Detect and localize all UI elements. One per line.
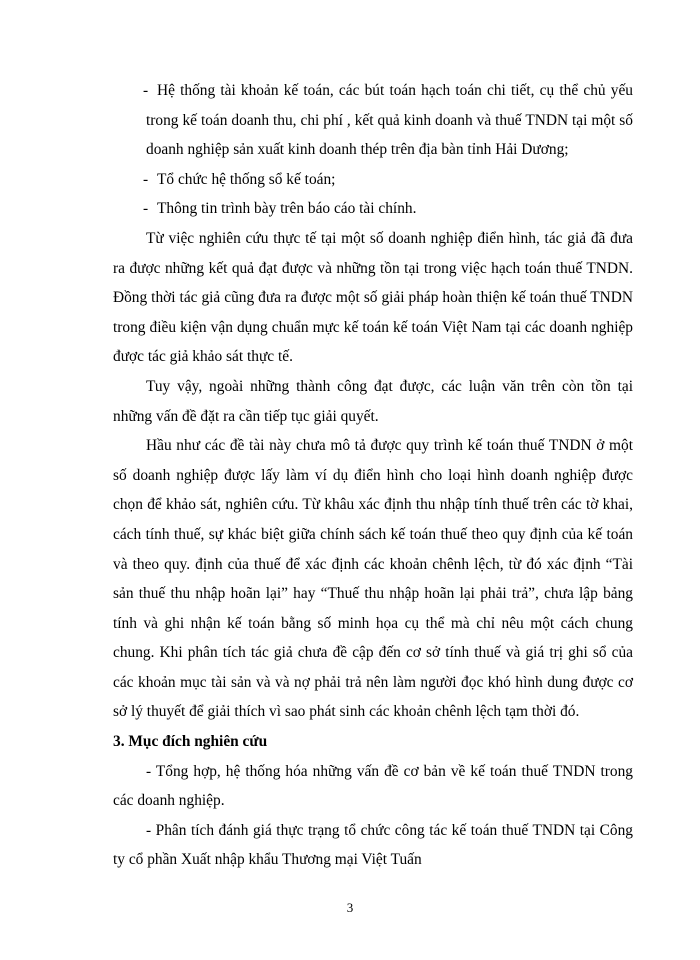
bullet-item: [113, 165, 633, 195]
paragraph-findings: Từ việc nghiên cứu thực tế tại một số doanh nghiệp điển hình, tác giả đã đưa ra được những kết quả đạt được và những tồn tại trong việc hạch toán thuế TNDN. Đồng thời tác giả cũng đưa ra được một số giải pháp hoàn thiện kế toán thuế TNDN trong điều kiện vận dụng chuẩn mực kế toán kế toán Việt Nam tại các doanh nghiệp được tác giả khảo sát thực tế.: [113, 229, 633, 366]
section-heading: 3. Mục đích nghiên cứu: [113, 733, 268, 751]
objective-item: - Tổng hợp, hệ thống hóa những vấn đề cơ bản về kế toán thuế TNDN trong các doanh nghiệp.: [113, 762, 633, 810]
paragraph-critique: Hầu như các đề tài này chưa mô tả được quy trình kế toán thuế TNDN ở một số doanh nghiệp được lấy làm ví dụ điển hình cho loại hình doanh nghiệp được chọn để khảo sát, nghiên cứu. Từ khâu xác định thu nhập tính thuế trên các tờ khai, cách tính thuế, sự khác biệt giữa chính sách kế toán thuế theo quy định của kế toán và theo quy. định của thuế để xác định các khoản chênh lệch, từ đó xác định “Tài sản thuế thu nhập hoãn lại” hay “Thuế thu nhập hoãn lại phải trả”, chưa lập bảng tính và ghi nhận kế toán bằng số minh họa cụ thể mà chỉ nêu một cách chung chung. Khi phân tích tác giả chưa đề cập đến cơ sở tính thuế và giá trị ghi sổ của các khoản mục tài sản và và nợ phải trả nên làm người đọc khó hình dung được cơ sở lý thuyết để giải thích vì sao phát sinh các khoản chênh lệch tạm thời đó.: [113, 437, 633, 721]
bullet-item: [113, 194, 633, 224]
paragraph-limitations: Tuy vậy, ngoài những thành công đạt được, các luận văn trên còn tồn tại những vấn đề đặt ra cần tiếp tục giải quyết.: [113, 377, 633, 425]
document-page: [113, 76, 633, 875]
bullet-text: Hệ thống tài khoản kế toán, các bút toán hạch toán chi tiết, cụ thể chủ yếu trong kế toán doanh thu, chi phí , kết quả kinh doanh và thuế TNDN tại một số doanh nghiệp sản xuất kinh doanh thép trên địa bàn tỉnh Hải Dương;: [146, 82, 633, 159]
bullet-item: [113, 76, 633, 165]
bullet-dash: -: [143, 170, 149, 188]
bullet-dash: -: [143, 200, 149, 218]
page-number: 3: [346, 900, 354, 915]
bullet-text: Thông tin trình bày trên báo cáo tài chính.: [157, 200, 417, 218]
bullet-text: Tổ chức hệ thống sổ kế toán;: [157, 170, 336, 188]
bullet-dash: -: [143, 82, 149, 99]
objective-item: - Phân tích đánh giá thực trạng tổ chức công tác kế toán thuế TNDN tại Công ty cổ phần Xuất nhập khẩu Thương mại Việt Tuấn: [113, 821, 633, 869]
